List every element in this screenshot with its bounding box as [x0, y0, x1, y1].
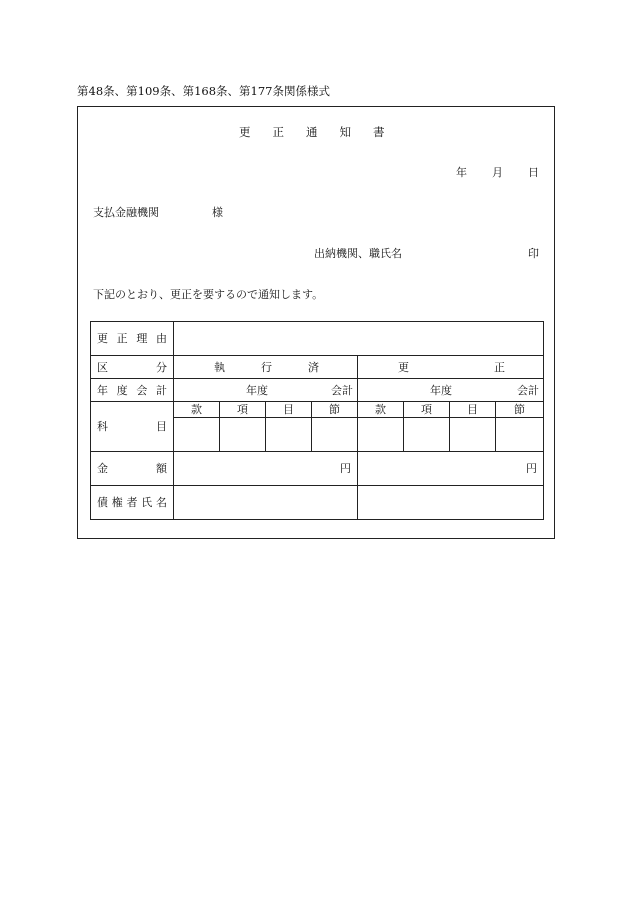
- fiscal-account-text: 会計: [517, 383, 539, 397]
- label-char: 分: [156, 360, 167, 374]
- subject-value-cell: [220, 418, 266, 452]
- sender-title: 出納機関、職氏名: [314, 247, 402, 260]
- corrected-fiscal-cell: [358, 379, 544, 402]
- label-char: 名: [156, 496, 167, 509]
- subject-header-kan: 款: [358, 402, 404, 418]
- fiscal-year-text: 年度: [430, 383, 452, 397]
- label-char: 債: [97, 496, 108, 509]
- document-title: [239, 127, 385, 139]
- label-char: 計: [155, 383, 167, 397]
- correction-table: [90, 321, 544, 520]
- date-day: 日: [528, 166, 539, 179]
- subject-header-setsu: 節: [312, 402, 358, 418]
- label-char: 区: [97, 360, 108, 374]
- label-char: 科: [97, 420, 108, 433]
- label-char: 由: [155, 332, 167, 345]
- title-char: 更: [239, 125, 251, 139]
- fiscal-row: [91, 379, 544, 402]
- subject-header-moku: 目: [266, 402, 312, 418]
- addressee-suffix: 様: [212, 206, 223, 219]
- division-label-cell: [91, 356, 174, 379]
- label-char: 会: [136, 383, 148, 397]
- label-char: 目: [156, 420, 167, 433]
- seal-mark: 印: [528, 247, 539, 260]
- subject-value-cell: [496, 418, 544, 452]
- executed-fiscal-cell: [174, 379, 358, 402]
- corrected-header: [358, 356, 544, 379]
- header-char: 執: [214, 360, 225, 374]
- creditor-row: [91, 486, 544, 520]
- date-month: 月: [492, 166, 503, 179]
- title-char: 正: [272, 125, 284, 139]
- corrected-amount-cell: [358, 452, 544, 486]
- header-char: 更: [398, 360, 409, 374]
- subject-header-row: [91, 402, 544, 418]
- subject-value-cell: [266, 418, 312, 452]
- header-char: 正: [494, 360, 505, 374]
- title-char: 書: [373, 125, 385, 139]
- label-char: 額: [156, 462, 167, 475]
- form-label: 第48条、第109条、第168条、第177条関係様式: [77, 84, 330, 98]
- header-char: 済: [308, 360, 319, 374]
- executed-creditor-cell: [174, 486, 358, 520]
- division-row: [91, 356, 544, 379]
- yen-unit: 円: [340, 462, 351, 475]
- notice-text: 下記のとおり、更正を要するので通知します。: [93, 288, 324, 301]
- label-char: 者: [126, 496, 138, 509]
- subject-value-cell: [174, 418, 220, 452]
- label-char: 氏: [141, 496, 153, 509]
- label-char: 年: [97, 383, 108, 397]
- subject-header-moku: 目: [450, 402, 496, 418]
- creditor-label-cell: [91, 486, 174, 520]
- label-char: 権: [111, 496, 123, 509]
- title-char: 通: [306, 125, 318, 139]
- subject-header-kou: 項: [404, 402, 450, 418]
- executed-header: [174, 356, 358, 379]
- subject-value-cell: [358, 418, 404, 452]
- label-char: 更: [97, 332, 108, 345]
- label-char: 金: [97, 462, 108, 475]
- date-year: 年: [456, 166, 467, 179]
- corrected-creditor-cell: [358, 486, 544, 520]
- amount-row: [91, 452, 544, 486]
- title-char: 知: [339, 125, 351, 139]
- subject-header-kan: 款: [174, 402, 220, 418]
- fiscal-year-text: 年度: [246, 383, 268, 397]
- fiscal-label-cell: [91, 379, 174, 402]
- reason-value-cell: [174, 322, 544, 356]
- subject-value-cell: [404, 418, 450, 452]
- subject-header-kou: 項: [220, 402, 266, 418]
- reason-row: [91, 322, 544, 356]
- subject-label-cell: [91, 402, 174, 452]
- fiscal-account-text: 会計: [331, 383, 353, 397]
- header-char: 行: [261, 360, 272, 374]
- label-char: 正: [116, 332, 128, 345]
- subject-value-cell: [312, 418, 358, 452]
- reason-label-cell: [91, 322, 174, 356]
- executed-amount-cell: [174, 452, 358, 486]
- label-char: 理: [136, 332, 148, 345]
- subject-value-cell: [450, 418, 496, 452]
- yen-unit: 円: [526, 462, 537, 475]
- label-char: 度: [116, 383, 128, 397]
- addressee: 支払金融機関: [93, 206, 159, 219]
- amount-label-cell: [91, 452, 174, 486]
- subject-header-setsu: 節: [496, 402, 544, 418]
